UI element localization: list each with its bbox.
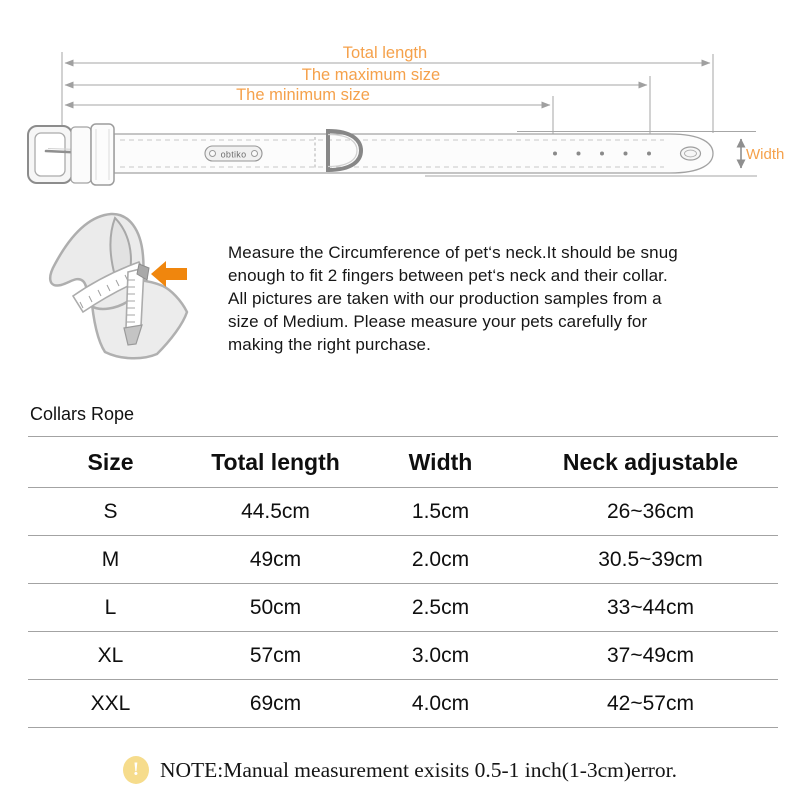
tip-rivet bbox=[681, 147, 701, 160]
note-text: NOTE:Manual measurement exisits 0.5-1 inch(1-3cm)error. bbox=[159, 757, 678, 782]
column-header-neck-adjustable: Neck adjustable bbox=[562, 448, 739, 475]
collar-measurement-diagram bbox=[0, 0, 800, 215]
table-cell: 26~36cm bbox=[607, 499, 694, 523]
table-cell: 3.0cm bbox=[411, 643, 470, 667]
measure-instructions-line: making the right purchase. bbox=[228, 335, 431, 354]
table-cell: XL bbox=[97, 643, 124, 667]
table-cell: 50cm bbox=[249, 595, 302, 619]
table-row bbox=[28, 680, 778, 728]
table-row bbox=[28, 536, 778, 584]
minimum-size-label: The minimum size bbox=[236, 86, 370, 104]
measure-instructions-line: enough to fit 2 fingers between pet‘s neck and their collar. bbox=[228, 266, 668, 285]
table-cell: 69cm bbox=[249, 691, 302, 715]
table-row bbox=[28, 632, 778, 680]
table-cell: 2.5cm bbox=[411, 595, 470, 619]
measure-instructions bbox=[228, 241, 788, 356]
column-header-total-length: Total length bbox=[211, 448, 340, 475]
brand-plate bbox=[205, 146, 262, 161]
brand-plate-text: obtiko bbox=[220, 149, 247, 160]
column-header-size: Size bbox=[87, 448, 134, 475]
table-cell: 44.5cm bbox=[241, 499, 310, 523]
total-length-label: Total length bbox=[342, 44, 428, 62]
table-cell: 57cm bbox=[249, 643, 302, 667]
table-cell: 33~44cm bbox=[607, 595, 694, 619]
table-cell: 49cm bbox=[249, 547, 302, 571]
width-label: Width bbox=[746, 146, 785, 163]
exclamation-icon: ! bbox=[123, 756, 149, 784]
table-caption: Collars Rope bbox=[30, 404, 135, 424]
strap-end-tab bbox=[71, 127, 91, 183]
keeper-loop bbox=[91, 124, 114, 185]
table-cell: 4.0cm bbox=[411, 691, 470, 715]
table-cell: S bbox=[103, 499, 118, 523]
dog-measurement-illustration bbox=[25, 208, 205, 380]
table-cell: XXL bbox=[90, 691, 131, 715]
table-cell: M bbox=[101, 547, 120, 571]
maximum-size-label: The maximum size bbox=[301, 66, 441, 84]
table-cell: 30.5~39cm bbox=[598, 547, 703, 571]
table-cell: 1.5cm bbox=[411, 499, 470, 523]
measure-instructions-line: size of Medium. Please measure your pets carefully for bbox=[228, 312, 648, 331]
measure-instructions-line: Measure the Circumference of pet‘s neck.It should be snug bbox=[228, 243, 678, 262]
table-cell: L bbox=[104, 595, 117, 619]
table-cell: 2.0cm bbox=[411, 547, 470, 571]
measure-instructions-line: All pictures are taken with our production samples from a bbox=[228, 289, 662, 308]
table-row bbox=[28, 584, 778, 632]
table-header-row bbox=[28, 436, 778, 488]
measurement-note bbox=[0, 756, 800, 784]
size-table bbox=[28, 436, 778, 728]
column-header-width: Width bbox=[408, 448, 473, 475]
table-row bbox=[28, 488, 778, 536]
table-cell: 37~49cm bbox=[607, 643, 694, 667]
table-cell: 42~57cm bbox=[607, 691, 694, 715]
